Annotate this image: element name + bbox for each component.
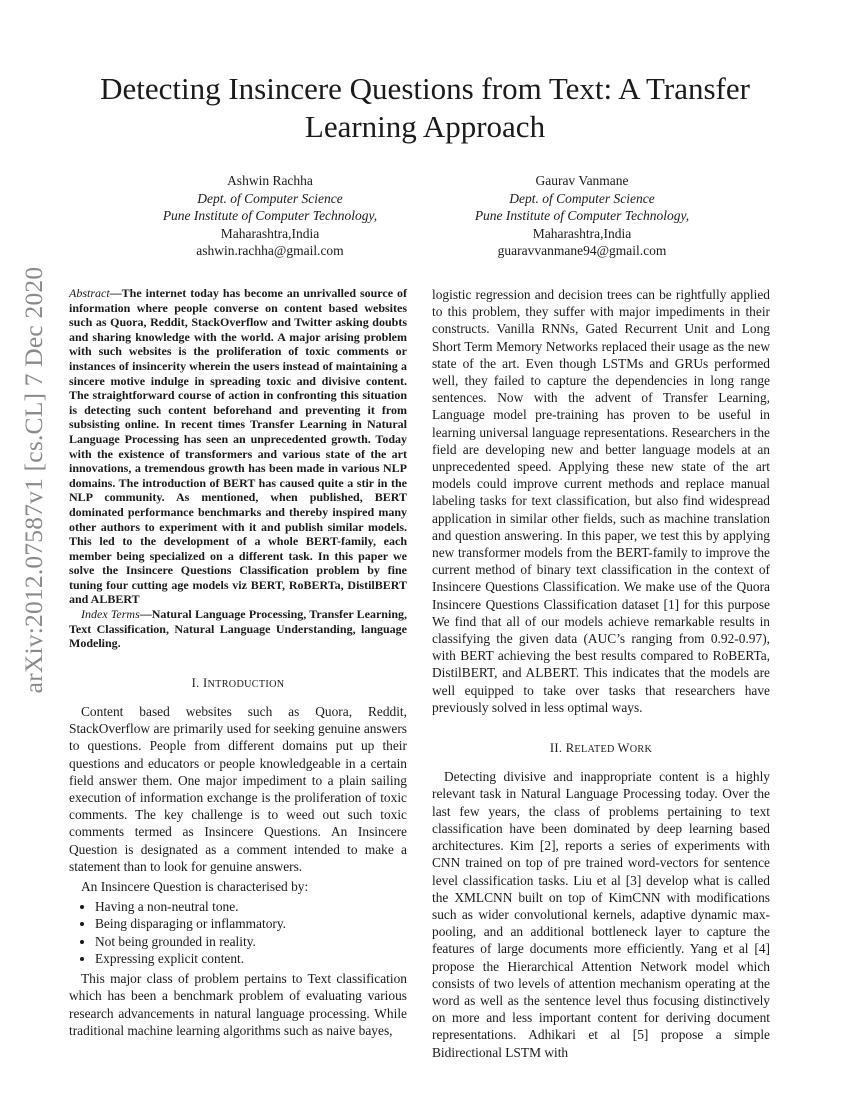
right-column (432, 286, 770, 1064)
author-department: Dept. of Computer Science (509, 190, 655, 206)
insincere-traits-list (69, 898, 407, 967)
arxiv-identifier: arXiv:2012.07587v1 [cs.CL] 7 Dec 2020 (19, 266, 48, 694)
list-item: • Expressing explicit content. (95, 950, 407, 967)
author-email: guaravvanmane94@gmail.com (497, 243, 667, 259)
author-institution: Pune Institute of Computer Technology, (162, 208, 378, 224)
left-column (69, 286, 407, 1042)
abstract-label: Abstract (69, 286, 110, 300)
author-department: Dept. of Computer Science (197, 190, 343, 206)
author-location: Maharashtra,India (532, 225, 632, 241)
author-institution: Pune Institute of Computer Technology, (474, 208, 690, 224)
intro-paragraph-2: An Insincere Question is characterised by: (81, 879, 309, 895)
intro-paragraph-3: This major class of problem pertains to Text classification which has been a benchmark problem of evaluating various research advancements in natural language processing. While traditional machine learning algorithms such as naive bayes, (69, 971, 407, 1038)
index-terms-label: Index Terms (81, 607, 140, 622)
list-item: • Not being grounded in reality. (95, 933, 407, 950)
author-email: ashwin.rachha@gmail.com (196, 243, 344, 259)
intro-continued-paragraph: logistic regression and decision trees can be rightfully applied to this problem, they suffer with major impediments in their constructs. Vanilla RNNs, Gated Recurrent Unit and Long Short Term Memory Networks replaced their usage as the new state of the art. Even though LSTMs and GRUs performed well, they failed to capture the dependencies in long range sentences. Now with the advent of Transfer Learning, Language model pre-training has proven to be useful in learning universal language representations. Researchers in the field are developing new and better language models at an unprecedented speed. Applying these new state of the art models could improve current methods and replace manual labeling tasks for text classification, but also find widespread application in similar other fields, such as machine translation and question answering. In this paper, we test this by applying new transformer models from the BERT-family to improve the current method of binary text classification in the context of Insincere Questions Classification. We make use of the Quora Insincere Questions Classification dataset [1] for this purpose We find that all of our models achieve remarkable results in classifying the given data (AUC’s ranging from 0.92-0.97), with BERT achieving the best results compared to RoBERTa, DistilBERT, and ALBERT. This indicates that the models are well equipped to take over tasks that researchers have previously solved in less optimal ways. (432, 287, 770, 715)
list-item: • Being disparaging or inflammatory. (95, 915, 407, 932)
author-block-2 (432, 172, 732, 260)
intro-paragraph-1: Content based websites such as Quora, Reddit, StackOverflow are primarily used for seeking genuine answers to questions. People from different domains put up their questions and educators or people knowledgeable in a certain field answer them. One major impediment to a plain sailing execution of information exchange is the proliferation of toxic comments. The key challenge is to weed out such toxic comments termed as Insincere Questions. An Insincere Question is designated as a comment intended to make a statement than to look for genuine answers. (69, 704, 407, 874)
abstract (69, 286, 407, 607)
section-heading-related-work: II. RELATED WORK (549, 741, 653, 756)
author-location: Maharashtra,India (220, 225, 320, 241)
author-name: Gaurav Vanmane (535, 173, 629, 188)
index-terms-text: —Natural Language Processing, Transfer Learning, Text Classification, Natural Language Understanding, language Modeling. (69, 607, 407, 651)
section-heading-introduction: I. INTRODUCTION (191, 675, 285, 690)
author-name: Ashwin Rachha (227, 173, 313, 188)
author-block-1 (120, 172, 420, 260)
list-item: • Having a non-neutral tone. (95, 898, 407, 915)
abstract-text: —The internet today has become an unrivalled source of information where people converse on content based websites such as Quora, Reddit, StackOverflow and Twitter asking doubts and sharing knowledge with the world. A major arising problem with such websites is the proliferation of toxic comments or instances of insincerity wherein the users instead of maintaining a sincere motive indulge in spreading toxic and divisive content. The straightforward course of action in confronting this situation is detecting such content beforehand and preventing it from subsisting online. In recent times Transfer Learning in Natural Language Processing has seen an unprecedented growth. Today with the existence of transformers and various state of the art innovations, a tremendous growth has been made in various NLP domains. The introduction of BERT has caused quite a stir in the NLP community. As mentioned, when published, BERT dominated performance benchmarks and thereby inspired many other authors to experiment with it and publish similar models. This led to the development of a whole BERT-family, each member being specialized on a different task. In this paper we solve the Insincere Questions Classification problem by fine tuning four cutting age models viz BERT, RoBERTa, DistilBERT and ALBERT (69, 286, 407, 607)
paper-title: Detecting Insincere Questions from Text: A Transfer Learning Approach (100, 71, 750, 144)
arxiv-side-stamp (18, 266, 50, 694)
related-work-paragraph: Detecting divisive and inappropriate content is a highly relevant task in Natural Language Processing today. Over the last few years, the class of problems pertaining to text classification have been dominated by deep learning based architectures. Kim [2], reports a series of experiments with CNN trained on top of pre trained word-vectors for sentence level classification tasks. Liu et al [3] develop what is called the XMLCNN built on top of KimCNN with modifications such as wider convolutional kernels, adaptive dynamic max-pooling, and an additional bottleneck layer to capture the features of large documents more efficiently. Yang et al [4] propose the Hierarchical Attention Network model which consists of two levels of attention mechanism operating at the word as well as the sentence level thus focusing distinctively on more and less important content for deriving document representations. Adhikari et al [5] propose a simple Bidirectional LSTM with (432, 769, 770, 1060)
index-terms (69, 607, 407, 651)
